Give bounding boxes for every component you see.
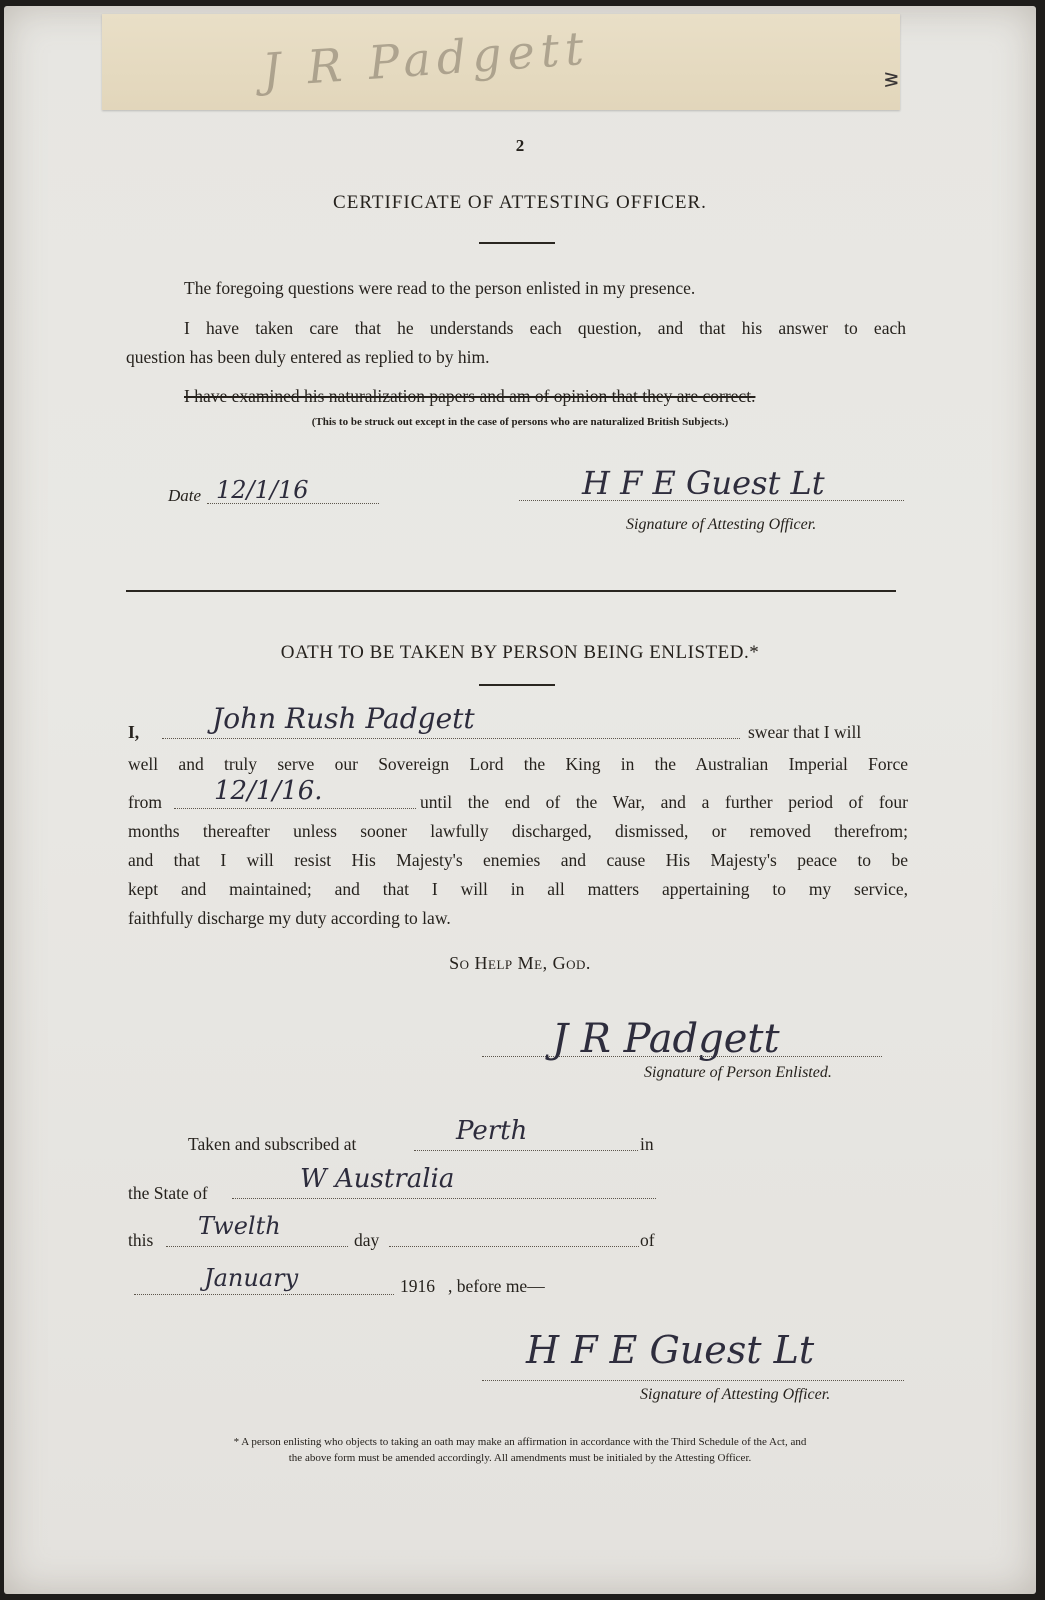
subscribed-officer-signature: H F E Guest Lt <box>526 1328 815 1372</box>
day-value-rule <box>166 1246 348 1247</box>
day-label: day <box>354 1230 380 1250</box>
from-date-rule <box>174 808 416 809</box>
officer-signature-caption: Signature of Attesting Officer. <box>626 516 817 533</box>
state-label: the State of <box>128 1183 208 1203</box>
year-value: 1916 <box>400 1276 435 1296</box>
certificate-para2-line2: question has been duly entered as replied to by him. <box>126 347 490 367</box>
tape-signature: J R Padgett <box>260 20 592 98</box>
oath-i-label: I, <box>128 722 140 742</box>
place-value: Perth <box>456 1116 528 1146</box>
enlisted-signature-caption: Signature of Person Enlisted. <box>644 1064 832 1081</box>
certificate-para2-line1: I have taken care that he understands each question, and that his answer to each <box>184 318 906 338</box>
state-value: W Australia <box>300 1164 455 1194</box>
oath-line2: well and truly serve our Sovereign Lord the King in the Australian Imperial Force <box>128 754 908 774</box>
place-rule <box>414 1150 638 1151</box>
taken-label: Taken and subscribed at <box>188 1134 357 1154</box>
date-label: Date <box>168 486 202 505</box>
subscribed-officer-caption: Signature of Attesting Officer. <box>640 1386 831 1403</box>
oath-line3-end: until the end of the War, and a further period of four <box>420 792 908 812</box>
in-label: in <box>640 1134 654 1154</box>
officer-signature: H F E Guest Lt <box>582 464 825 502</box>
title-rule <box>479 242 555 244</box>
from-date: 12/1/16. <box>214 776 323 806</box>
of-label: of <box>640 1230 655 1250</box>
enlisted-signature: J R Padgett <box>552 1016 780 1062</box>
before-me-label: , before me— <box>448 1276 545 1296</box>
footnote-line1: * A person enlisting who objects to taking an oath may make an affirmation in accordance with the Third Schedule of the Act, and <box>233 1436 807 1448</box>
oath-name-rule <box>162 738 740 739</box>
oath-title: OATH TO BE TAKEN BY PERSON BEING ENLISTED.* <box>280 642 760 663</box>
oath-line6: kept and maintained; and that I will in all matters appertaining to my service, <box>128 879 908 899</box>
certificate-title: CERTIFICATE OF ATTESTING OFFICER. <box>333 192 707 213</box>
corner-mark: ᕒ <box>884 70 899 92</box>
state-rule <box>232 1198 656 1199</box>
oath-line4: months thereafter unless sooner lawfully discharged, dismissed, or removed therefrom; <box>128 821 908 841</box>
oath-line7: faithfully discharge my duty according to law. <box>128 908 451 928</box>
day-value: Twelth <box>198 1212 281 1240</box>
oath-closing: So Help Me, God. <box>449 953 591 973</box>
day-blank-rule <box>389 1246 639 1247</box>
subscribed-officer-rule <box>482 1380 904 1381</box>
attestation-page <box>4 6 1036 1594</box>
struck-naturalization-line: I have examined his naturalization papers and am of opinion that they are correct. <box>184 386 756 406</box>
oath-from-label: from <box>128 792 163 812</box>
month-rule <box>134 1294 394 1295</box>
page-number: 2 <box>515 136 525 155</box>
struck-note: (This to be struck out except in the case of persons who are naturalized British Subjects.) <box>311 416 729 428</box>
enlistee-name: John Rush Padgett <box>212 702 475 735</box>
footnote-line2: the above form must be amended accordingly. All amendments must be initialed by the Attesting Officer. <box>288 1452 752 1464</box>
certificate-para1: The foregoing questions were read to the person enlisted in my presence. <box>184 278 696 298</box>
tape-strip <box>102 14 900 110</box>
this-label: this <box>128 1230 154 1250</box>
date-value: 12/1/16 <box>216 476 309 504</box>
oath-line1-end: swear that I will <box>748 722 862 742</box>
oath-line5: and that I will resist His Majesty's enemies and cause His Majesty's peace to be <box>128 850 908 870</box>
section-divider <box>126 590 896 592</box>
oath-title-rule <box>479 684 555 686</box>
month-value: January <box>204 1264 299 1292</box>
